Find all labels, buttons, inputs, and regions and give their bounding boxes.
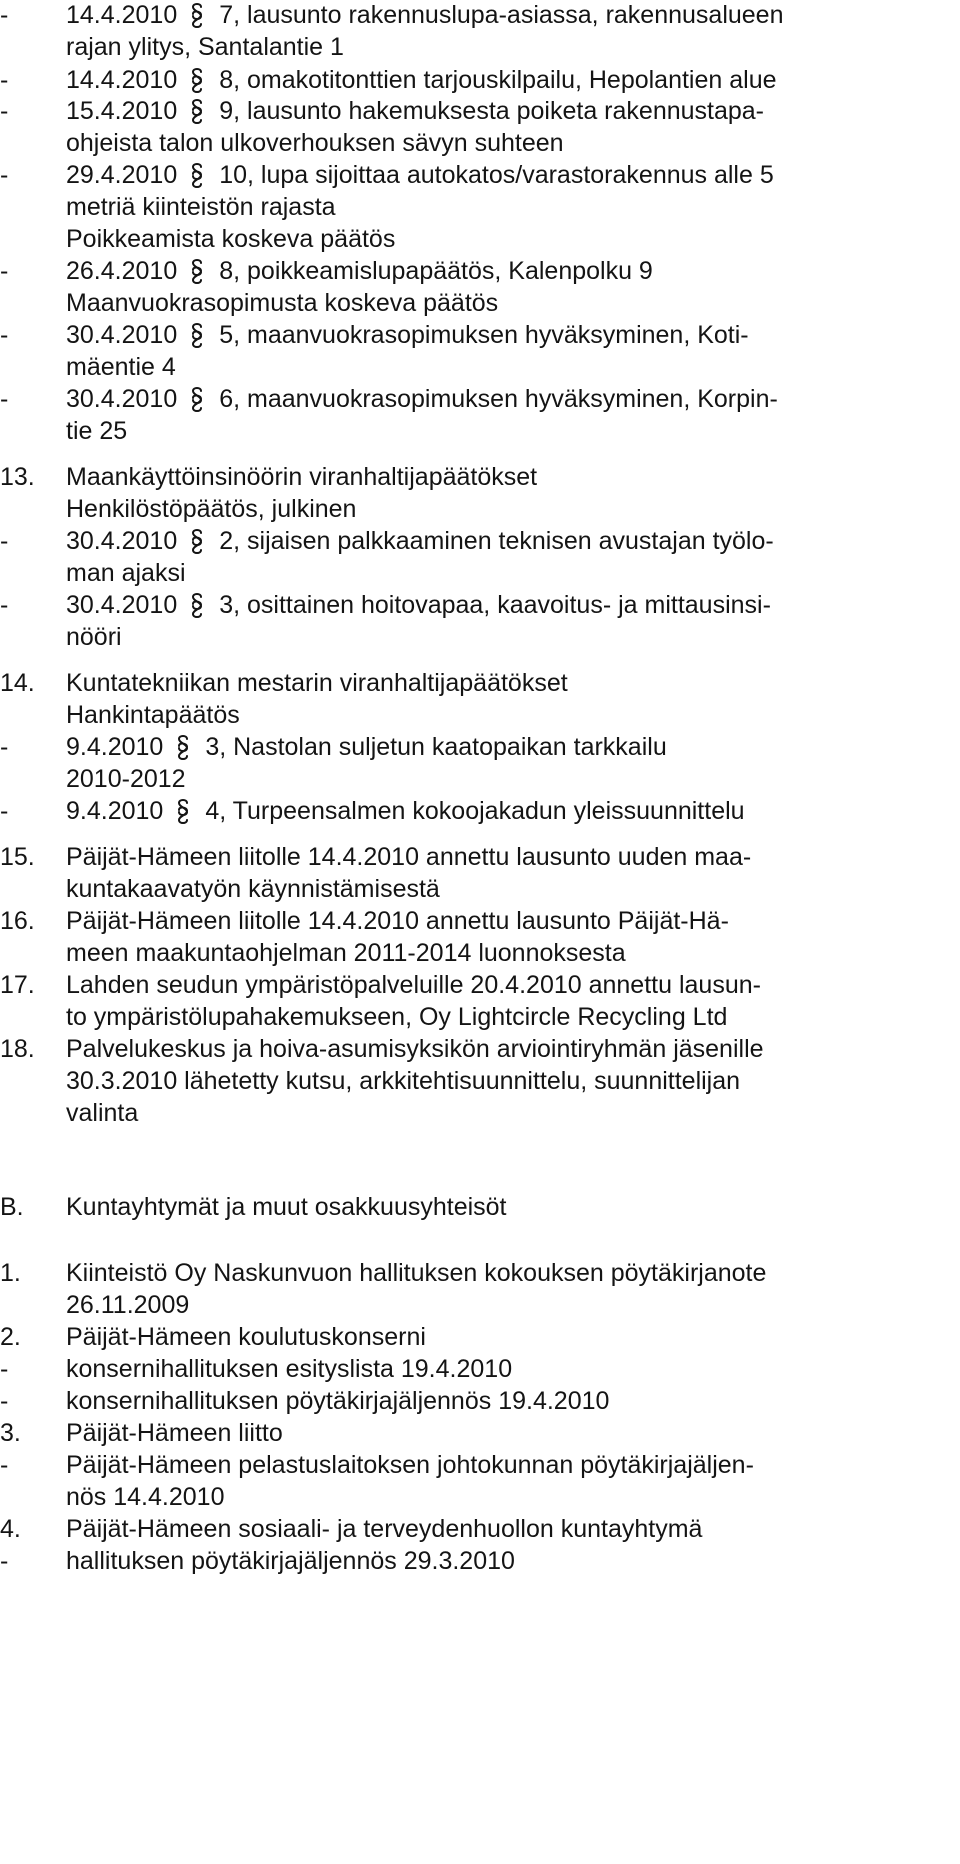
item-text (66, 382, 778, 416)
item-text (66, 904, 729, 938)
decision-date: 30.4.2010 (66, 321, 178, 349)
item-text (66, 620, 122, 654)
item-text (66, 1288, 189, 1322)
list-item (0, 588, 960, 622)
item-description: Päijät-Hämeen pelastuslaitoksen johtokunnan pöytäkirjajäljen- (66, 1451, 754, 1479)
item-text (66, 730, 667, 764)
section-sign-icon (189, 528, 205, 554)
item-description: 6, maanvuokrasopimuksen hyväksyminen, Korpin- (219, 385, 778, 413)
item-text (66, 30, 344, 64)
continuation-line (0, 762, 960, 796)
dash-marker: - (0, 797, 9, 825)
item-text (66, 524, 774, 558)
item-marker: - (0, 1547, 9, 1575)
list-item (0, 1448, 960, 1482)
item-description: metriä kiinteistön rajasta (66, 193, 336, 221)
item-text (66, 1352, 512, 1386)
item-description: Kuntatekniikan mestarin viranhaltijapäätökset (66, 669, 568, 697)
list-item (0, 524, 960, 558)
item-text (66, 1480, 224, 1514)
list-item (0, 794, 960, 828)
list-item (0, 158, 960, 192)
dash-marker: - (0, 161, 9, 189)
item-description: kuntakaavatyön käynnistämisestä (66, 875, 440, 903)
list-item (0, 666, 960, 700)
list-item (0, 1256, 960, 1290)
item-text (66, 1256, 766, 1290)
continuation-line (0, 1288, 960, 1322)
item-text (66, 222, 395, 256)
section-sign-icon (189, 258, 205, 284)
item-description: Kiinteistö Oy Naskunvuon hallituksen kokouksen pöytäkirjanote (66, 1259, 767, 1287)
item-description: Päijät-Hämeen sosiaali- ja terveydenhuollon kuntayhtymä (66, 1515, 703, 1543)
item-description: valinta (66, 1099, 139, 1127)
item-description: Päijät-Hämeen koulutuskonserni (66, 1323, 426, 1351)
section-sign-icon (189, 67, 205, 93)
list-item (0, 318, 960, 352)
item-text (66, 588, 771, 622)
item-description: tie 25 (66, 417, 128, 445)
item-text (66, 350, 176, 384)
item-text (66, 1096, 138, 1130)
continuation-line (0, 126, 960, 160)
item-description: Maanvuokrasopimusta koskeva päätös (66, 289, 499, 317)
item-description: Päijät-Hämeen liitolle 14.4.2010 annettu lausunto Päijät-Hä- (66, 907, 729, 935)
decision-date: 15.4.2010 (66, 97, 178, 125)
item-text (66, 318, 749, 352)
item-description: man ajaksi (66, 559, 186, 587)
continuation-line (0, 222, 960, 256)
item-text (66, 190, 336, 224)
item-description: Lahden seudun ympäristöpalveluille 20.4.2010 annettu lausun- (66, 971, 761, 999)
list-item (0, 904, 960, 938)
dash-marker: - (0, 385, 9, 413)
item-description: 5, maanvuokrasopimuksen hyväksyminen, Koti- (219, 321, 749, 349)
dash-marker: - (0, 591, 9, 619)
item-text (66, 1448, 754, 1482)
item-marker: 18. (0, 1035, 35, 1063)
item-description: 8, omakotitonttien tarjouskilpailu, Hepolantien alue (219, 66, 777, 94)
item-text (66, 286, 498, 320)
section-sign-icon (189, 2, 205, 28)
item-marker: 16. (0, 907, 35, 935)
item-text (66, 1544, 515, 1578)
item-text (66, 0, 784, 32)
continuation-line (0, 698, 960, 732)
item-description: Päijät-Hämeen liitolle 14.4.2010 annettu lausunto uuden maa- (66, 843, 752, 871)
item-text (66, 94, 764, 128)
item-text (66, 1032, 764, 1066)
dash-marker: - (0, 97, 9, 125)
continuation-line (0, 286, 960, 320)
section-sign-icon (189, 386, 205, 412)
item-description: 2, sijaisen palkkaaminen teknisen avustajan työlo- (219, 527, 774, 555)
item-description: 30.3.2010 lähetetty kutsu, arkkitehtisuunnittelu, suunnittelijan (66, 1067, 741, 1095)
item-description: Poikkeamista koskeva päätös (66, 225, 396, 253)
item-text (66, 762, 186, 796)
list-item (0, 1320, 960, 1354)
item-description: konsernihallituksen pöytäkirjajäljennös 19.4.2010 (66, 1387, 610, 1415)
item-marker: B. (0, 1193, 24, 1221)
list-item (0, 968, 960, 1002)
decision-date: 30.4.2010 (66, 527, 178, 555)
item-description: mäentie 4 (66, 353, 176, 381)
list-item (0, 1416, 960, 1450)
item-description: rajan ylitys, Santalantie 1 (66, 33, 344, 61)
list-item (0, 1190, 960, 1224)
item-text (66, 666, 568, 700)
item-description: 9, lausunto hakemuksesta poiketa rakennustapa- (219, 97, 765, 125)
item-text (66, 968, 761, 1002)
item-marker: 14. (0, 669, 35, 697)
item-description: nös 14.4.2010 (66, 1483, 225, 1511)
dash-marker: - (0, 321, 9, 349)
item-description: Maankäyttöinsinöörin viranhaltijapäätökset (66, 463, 538, 491)
item-description: Kuntayhtymät ja muut osakkuusyhteisöt (66, 1193, 507, 1221)
item-text (66, 840, 751, 874)
decision-date: 14.4.2010 (66, 1, 178, 29)
item-description: 3, osittainen hoitovapaa, kaavoitus- ja mittausinsi- (219, 591, 771, 619)
item-description: nööri (66, 623, 122, 651)
section-sign-icon (189, 98, 205, 124)
list-item (0, 63, 960, 97)
item-marker: - (0, 1355, 9, 1383)
item-text (66, 1000, 727, 1034)
item-marker: 4. (0, 1515, 21, 1543)
item-text (66, 1064, 740, 1098)
section-sign-icon (175, 734, 191, 760)
dash-marker: - (0, 733, 9, 761)
item-text (66, 1512, 702, 1546)
list-item (0, 0, 960, 32)
continuation-line (0, 1000, 960, 1034)
list-item (0, 460, 960, 494)
decision-date: 30.4.2010 (66, 591, 178, 619)
continuation-line (0, 414, 960, 448)
continuation-line (0, 30, 960, 64)
item-text (66, 63, 777, 97)
continuation-line (0, 190, 960, 224)
item-text (66, 492, 356, 526)
section-sign-icon (189, 592, 205, 618)
list-item (0, 1032, 960, 1066)
decision-date: 9.4.2010 (66, 797, 164, 825)
item-description: Päijät-Hämeen liitto (66, 1419, 283, 1447)
item-text (66, 936, 626, 970)
continuation-line (0, 1480, 960, 1514)
item-text (66, 1190, 507, 1224)
item-description: 7, lausunto rakennuslupa-asiassa, rakennusalueen (219, 1, 784, 29)
list-item (0, 1352, 960, 1386)
continuation-line (0, 350, 960, 384)
item-text (66, 1416, 283, 1450)
section-sign-icon (175, 798, 191, 824)
list-item (0, 382, 960, 416)
decision-date: 29.4.2010 (66, 161, 178, 189)
item-text (66, 254, 653, 288)
item-text (66, 556, 186, 590)
item-description: 4, Turpeensalmen kokoojakadun yleissuunnittelu (205, 797, 745, 825)
item-description: 3, Nastolan suljetun kaatopaikan tarkkailu (205, 733, 667, 761)
continuation-line (0, 1096, 960, 1130)
decision-date: 9.4.2010 (66, 733, 164, 761)
list-item (0, 1384, 960, 1418)
decision-date: 14.4.2010 (66, 66, 178, 94)
decision-date: 26.4.2010 (66, 257, 178, 285)
item-text (66, 872, 440, 906)
list-item (0, 730, 960, 764)
item-description: meen maakuntaohjelman 2011-2014 luonnoksesta (66, 939, 626, 967)
list-item (0, 94, 960, 128)
item-description: 26.11.2009 (66, 1291, 190, 1319)
item-description: ohjeista talon ulkoverhouksen sävyn suhteen (66, 129, 564, 157)
list-item (0, 840, 960, 874)
item-text (66, 1384, 609, 1418)
section-sign-icon (189, 322, 205, 348)
item-text (66, 1320, 426, 1354)
item-text (66, 126, 564, 160)
dash-marker: - (0, 66, 9, 94)
dash-marker: - (0, 257, 9, 285)
item-description: 2010-2012 (66, 765, 186, 793)
decision-date: 30.4.2010 (66, 385, 178, 413)
item-description: Palvelukeskus ja hoiva-asumisyksikön arviointiryhmän jäsenille (66, 1035, 764, 1063)
continuation-line (0, 556, 960, 590)
item-description: to ympäristölupahakemukseen, Oy Lightcircle Recycling Ltd (66, 1003, 728, 1031)
item-description: Henkilöstöpäätös, julkinen (66, 495, 357, 523)
continuation-line (0, 492, 960, 526)
item-description: 10, lupa sijoittaa autokatos/varastorakennus alle 5 (219, 161, 774, 189)
item-description: konsernihallituksen esityslista 19.4.2010 (66, 1355, 513, 1383)
item-description: hallituksen pöytäkirjajäljennös 29.3.2010 (66, 1547, 515, 1575)
item-marker: - (0, 1387, 9, 1415)
continuation-line (0, 620, 960, 654)
continuation-line (0, 872, 960, 906)
item-marker: 13. (0, 463, 35, 491)
item-description: 8, poikkeamislupapäätös, Kalenpolku 9 (219, 257, 653, 285)
item-marker: 3. (0, 1419, 21, 1447)
item-marker: 1. (0, 1259, 21, 1287)
item-text (66, 414, 127, 448)
item-marker: 15. (0, 843, 35, 871)
item-marker: 17. (0, 971, 35, 999)
item-marker: 2. (0, 1323, 21, 1351)
list-item (0, 1544, 960, 1578)
item-text (66, 460, 537, 494)
item-text (66, 698, 240, 732)
continuation-line (0, 936, 960, 970)
section-sign-icon (189, 162, 205, 188)
dash-marker: - (0, 1, 9, 29)
continuation-line (0, 1064, 960, 1098)
list-item (0, 1512, 960, 1546)
item-text (66, 158, 774, 192)
item-text (66, 794, 745, 828)
dash-marker: - (0, 527, 9, 555)
item-marker: - (0, 1451, 9, 1479)
item-description: Hankintapäätös (66, 701, 240, 729)
list-item (0, 254, 960, 288)
